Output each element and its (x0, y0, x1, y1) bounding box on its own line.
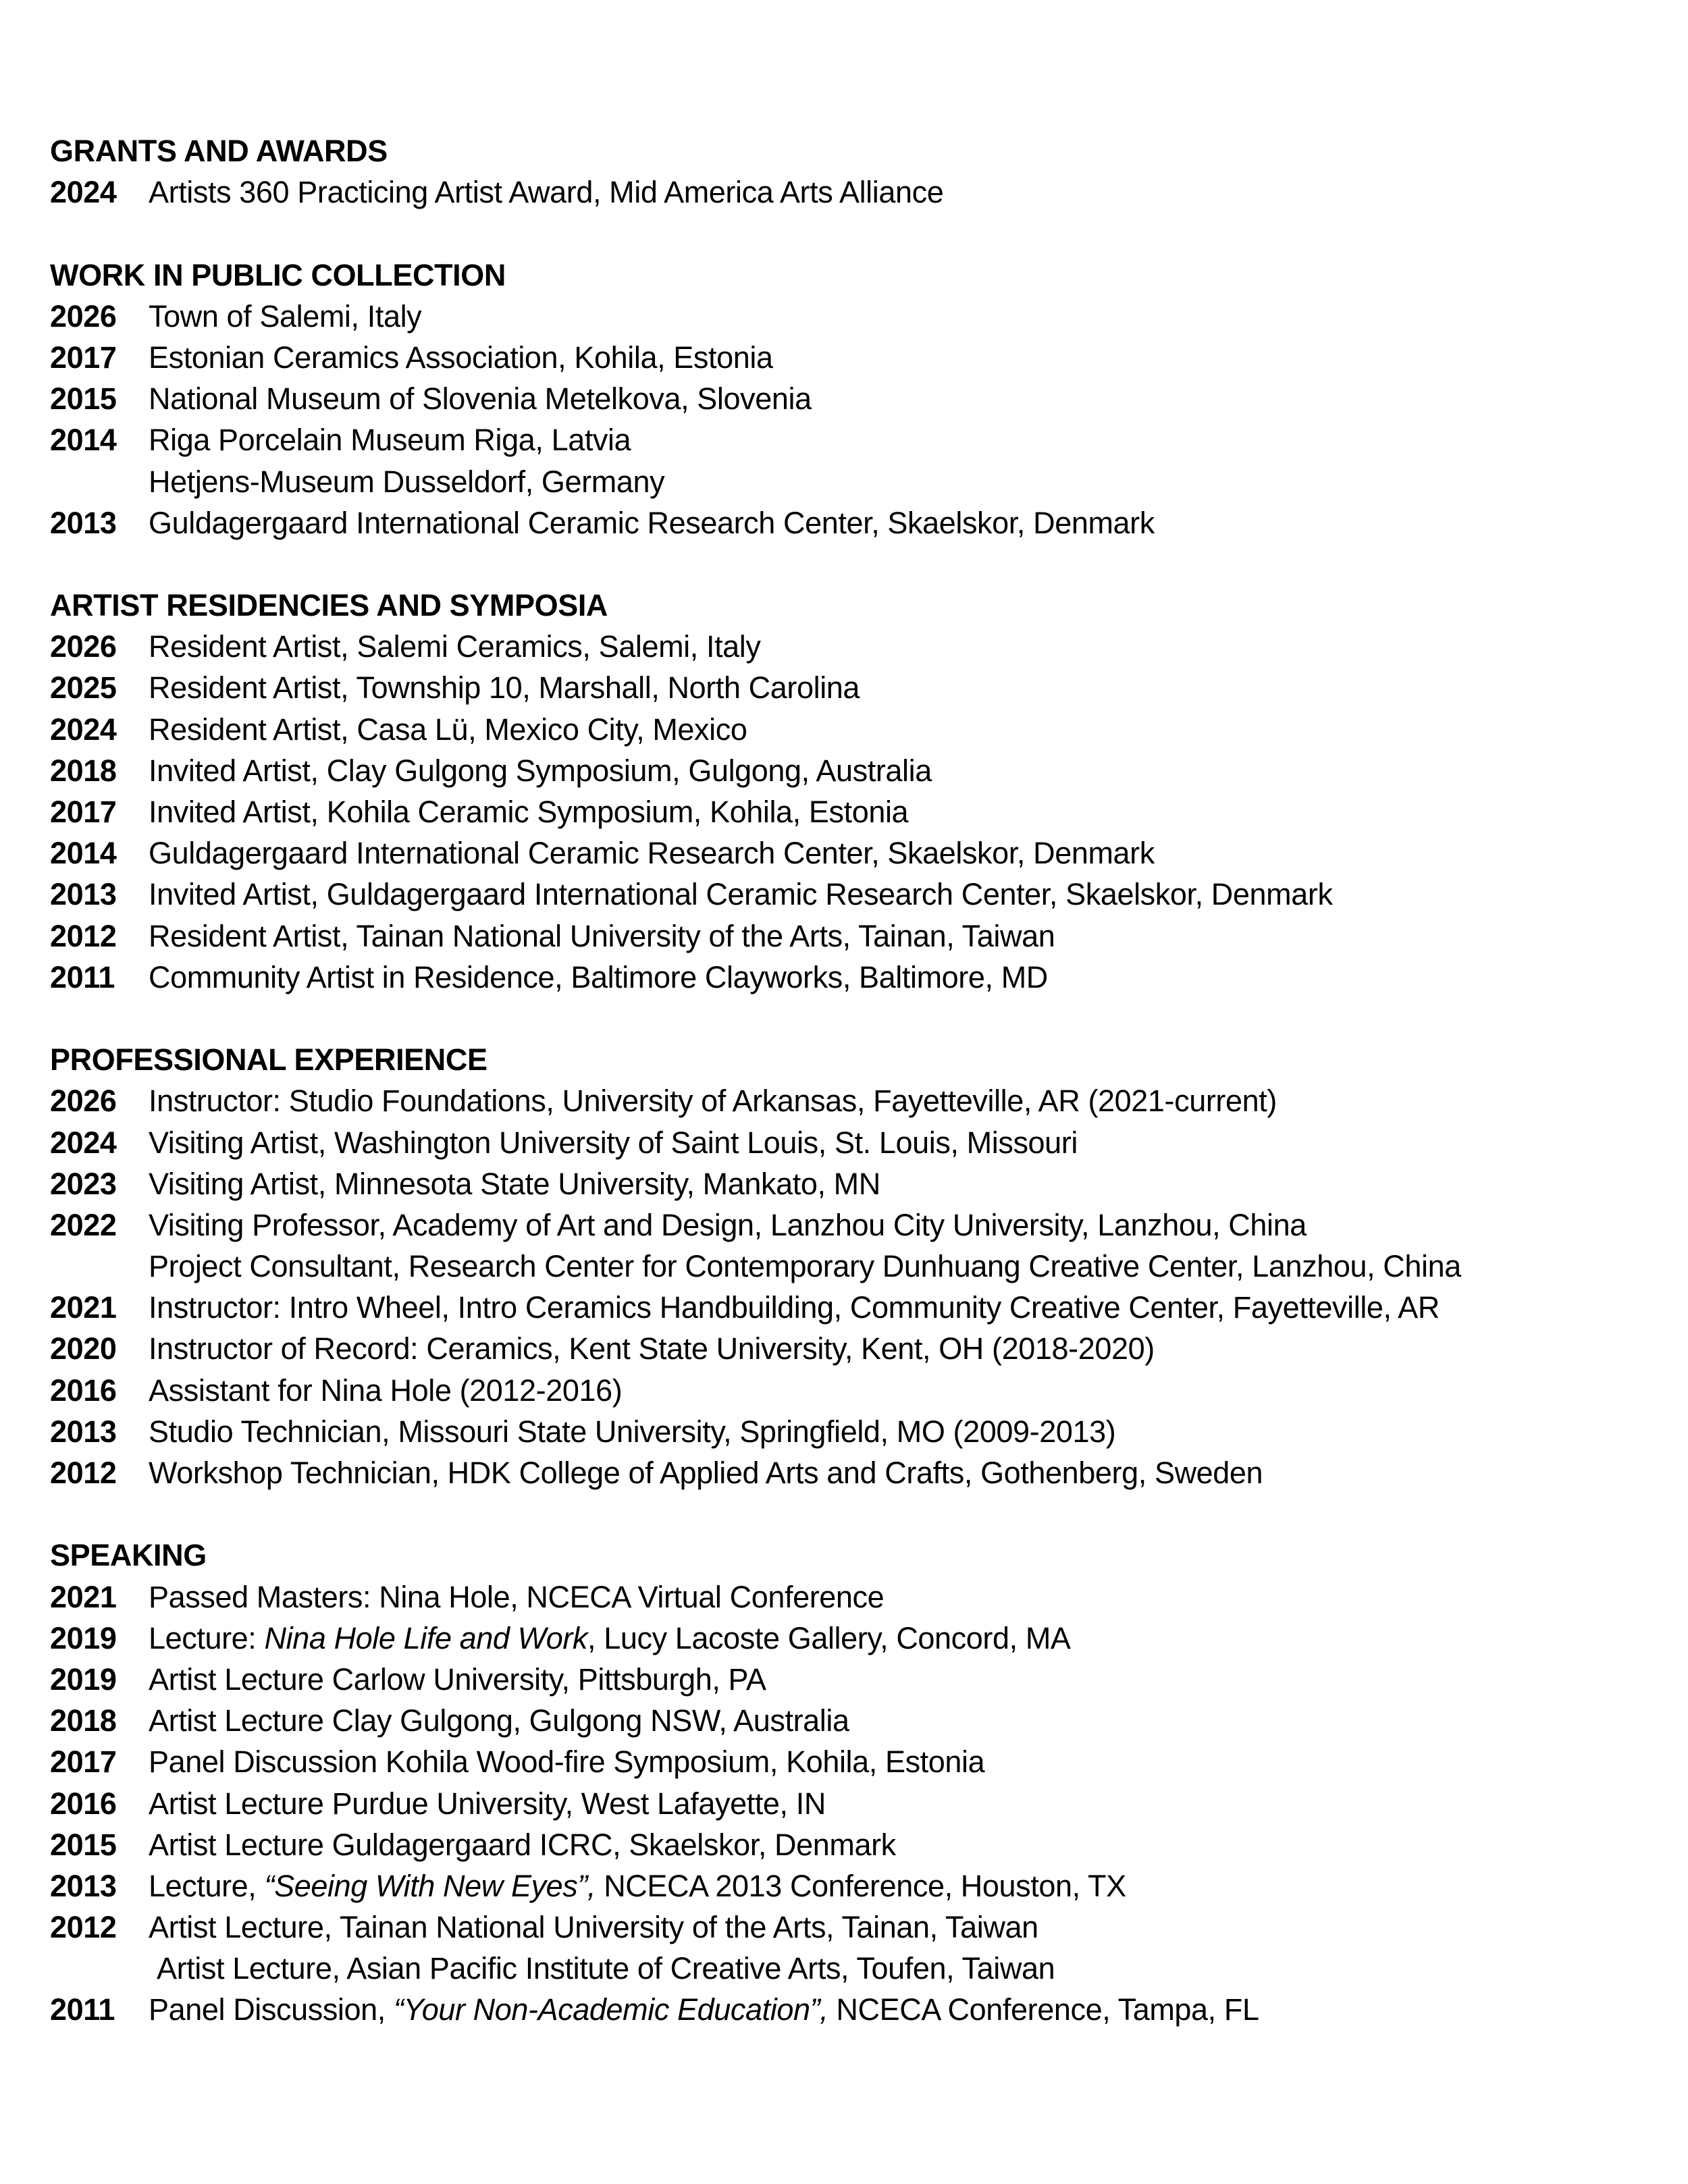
entry-description: Instructor of Record: Ceramics, Kent State University, Kent, OH (2018-2020) (149, 1331, 1155, 1366)
entry-text (149, 1783, 826, 1824)
entry-title-italic: Nina Hole Life and Work (264, 1620, 588, 1655)
entry-text (149, 1204, 1307, 1246)
entry-text (149, 874, 1333, 915)
entry-text (149, 1287, 1440, 1328)
entry-text (149, 1163, 880, 1204)
cv-entry (50, 1865, 1657, 1907)
entry-text (149, 750, 932, 791)
cv-entry (50, 502, 1657, 543)
entry-description: Panel Discussion Kohila Wood-fire Symposium, Kohila, Estonia (149, 1744, 985, 1780)
entry-year: 2013 (50, 1868, 117, 1903)
entry-description: Passed Masters: Nina Hole, NCECA Virtual Conference (149, 1579, 885, 1614)
section-spacer (50, 543, 1657, 585)
entry-year: 2013 (50, 1414, 117, 1449)
entry-description: Visiting Artist, Washington University of Saint Louis, St. Louis, Missouri (149, 1125, 1078, 1160)
entry-text (149, 419, 631, 460)
entry-year: 2019 (50, 1661, 117, 1697)
entry-description: Riga Porcelain Museum Riga, Latvia (149, 423, 631, 458)
entry-year: 2021 (50, 1290, 117, 1325)
cv-entry (50, 1783, 1657, 1824)
entry-year: 2024 (50, 175, 117, 210)
entry-description: Guldagergaard International Ceramic Research Center, Skaelskor, Denmark (149, 836, 1155, 871)
cv-entry (50, 1204, 1657, 1246)
entry-description: Assistant for Nina Hole (2012-2016) (149, 1373, 623, 1408)
entry-year: 2015 (50, 1827, 117, 1862)
entry-text (149, 337, 773, 378)
entry-year: 2020 (50, 1331, 117, 1366)
cv-entry (50, 1080, 1657, 1121)
entry-text (149, 502, 1155, 543)
entry-year: 2026 (50, 629, 117, 664)
cv-entry (50, 1948, 1657, 1989)
entry-description: Artists 360 Practicing Artist Award, Mid America Arts Alliance (149, 175, 944, 210)
entry-description: Visiting Artist, Minnesota State University, Mankato, MN (149, 1166, 880, 1201)
entry-year: 2024 (50, 712, 117, 747)
entry-description: Visiting Professor, Academy of Art and Design, Lanzhou City University, Lanzhou, China (149, 1207, 1307, 1242)
entry-text (149, 296, 421, 337)
entry-description: Invited Artist, Clay Gulgong Symposium, Gulgong, Australia (149, 753, 932, 788)
entry-text (149, 832, 1155, 874)
entry-description-rest: , Lucy Lacoste Gallery, Concord, MA (587, 1620, 1071, 1655)
entry-year: 2011 (50, 959, 115, 994)
cv-entry (50, 1989, 1657, 2030)
entry-description: Artist Lecture Guldagergaard ICRC, Skaelskor, Denmark (149, 1827, 896, 1862)
section-heading: WORK IN PUBLIC COLLECTION (50, 257, 506, 292)
entry-year: 2013 (50, 877, 117, 912)
entry-description: Resident Artist, Township 10, Marshall, North Carolina (149, 670, 860, 705)
entry-text (149, 1907, 1038, 1948)
entry-title-italic: “Your Non-Academic Education”, (393, 1992, 828, 2027)
cv-entry (50, 626, 1657, 667)
entry-year: 2021 (50, 1579, 117, 1614)
entry-description: Instructor: Intro Wheel, Intro Ceramics Handbuilding, Community Creative Center, Fayetteville, AR (149, 1290, 1440, 1325)
cv-section (50, 255, 1657, 585)
entry-description: Artist Lecture Carlow University, Pittsburgh, PA (149, 1661, 766, 1697)
entry-text (149, 957, 1048, 998)
entry-description: Lecture, (149, 1868, 265, 1903)
cv-section (50, 1039, 1657, 1535)
cv-entry (50, 832, 1657, 874)
entry-text (149, 1452, 1263, 1493)
entry-text (149, 1824, 896, 1865)
section-spacer (50, 213, 1657, 254)
entry-description: Artist Lecture, Asian Pacific Institute of Creative Arts, Toufen, Taiwan (157, 1951, 1055, 1986)
entry-year: 2014 (50, 423, 117, 458)
section-heading: ARTIST RESIDENCIES AND SYMPOSIA (50, 588, 608, 623)
cv-document (50, 130, 1657, 2072)
entry-year: 2012 (50, 918, 117, 953)
entry-text (149, 461, 664, 502)
entry-text (157, 1948, 1055, 1989)
entry-year: 2016 (50, 1786, 117, 1821)
entry-description: Resident Artist, Casa Lü, Mexico City, Mexico (149, 712, 747, 747)
entry-year: 2017 (50, 1744, 117, 1780)
entry-text (149, 1741, 984, 1782)
cv-entry (50, 1824, 1657, 1865)
cv-entry (50, 1370, 1657, 1411)
entry-description: Artist Lecture Purdue University, West Lafayette, IN (149, 1786, 826, 1821)
cv-entry (50, 957, 1657, 998)
entry-text (149, 378, 812, 419)
entry-description: Panel Discussion, (149, 1992, 394, 2027)
entry-description: Resident Artist, Salemi Ceramics, Salemi, Italy (149, 629, 761, 664)
section-spacer (50, 1493, 1657, 1535)
entry-description: Project Consultant, Research Center for Contemporary Dunhuang Creative Center, Lanzhou, China (149, 1249, 1461, 1284)
cv-entry (50, 419, 1657, 460)
cv-entry (50, 1700, 1657, 1741)
entry-description-rest: NCECA Conference, Tampa, FL (828, 1992, 1259, 2027)
cv-entry (50, 1411, 1657, 1452)
entry-title-italic: “Seeing With New Eyes”, (264, 1868, 596, 1903)
entry-text (149, 915, 1055, 957)
entry-year: 2019 (50, 1620, 117, 1655)
entry-description: National Museum of Slovenia Metelkova, Slovenia (149, 381, 812, 417)
entry-text (149, 1122, 1078, 1163)
entry-text (149, 791, 908, 832)
cv-entry (50, 791, 1657, 832)
entry-text (149, 171, 943, 213)
entry-description: Guldagergaard International Ceramic Research Center, Skaelskor, Denmark (149, 505, 1155, 540)
cv-entry (50, 1122, 1657, 1163)
cv-entry (50, 337, 1657, 378)
entry-text (149, 1080, 1277, 1121)
entry-year: 2017 (50, 340, 117, 375)
section-heading: GRANTS AND AWARDS (50, 134, 388, 168)
cv-entry (50, 1328, 1657, 1369)
entry-year: 2013 (50, 505, 117, 540)
cv-entry (50, 874, 1657, 915)
entry-description: Lecture: (149, 1620, 265, 1655)
entry-description: Workshop Technician, HDK College of Applied Arts and Crafts, Gothenberg, Sweden (149, 1456, 1263, 1490)
entry-year: 2012 (50, 1910, 117, 1945)
entry-text (149, 1576, 884, 1618)
entry-text (149, 709, 747, 750)
entry-text (149, 1370, 622, 1411)
entry-text (149, 667, 860, 708)
entry-year: 2014 (50, 836, 117, 871)
cv-entry (50, 378, 1657, 419)
entry-text (149, 1246, 1461, 1287)
entry-year: 2026 (50, 298, 117, 334)
entry-year: 2025 (50, 670, 117, 705)
entry-description: Artist Lecture, Tainan National University of the Arts, Tainan, Taiwan (149, 1910, 1038, 1945)
entry-year: 2024 (50, 1125, 117, 1160)
entry-description: Resident Artist, Tainan National University of the Arts, Tainan, Taiwan (149, 918, 1055, 953)
cv-entry (50, 915, 1657, 957)
cv-entry (50, 1287, 1657, 1328)
cv-section (50, 585, 1657, 1039)
entry-description: Hetjens-Museum Dusseldorf, Germany (149, 464, 665, 499)
entry-description: Estonian Ceramics Association, Kohila, Estonia (149, 340, 773, 375)
entry-year: 2015 (50, 381, 117, 417)
entry-description-rest: NCECA 2013 Conference, Houston, TX (596, 1868, 1126, 1903)
entry-text (149, 1618, 1071, 1659)
cv-entry (50, 1907, 1657, 1948)
cv-entry (50, 1741, 1657, 1782)
section-heading: SPEAKING (50, 1538, 207, 1573)
entry-text (149, 1411, 1115, 1452)
section-spacer (50, 998, 1657, 1039)
entry-description: Artist Lecture Clay Gulgong, Gulgong NSW, Australia (149, 1703, 849, 1738)
cv-entry (50, 1163, 1657, 1204)
cv-entry (50, 296, 1657, 337)
entry-year: 2018 (50, 1703, 117, 1738)
entry-description: Invited Artist, Guldagergaard International Ceramic Research Center, Skaelskor, Denmark (149, 877, 1333, 912)
cv-entry (50, 171, 1657, 213)
entry-text (149, 626, 761, 667)
cv-entry (50, 1659, 1657, 1700)
entry-description: Invited Artist, Kohila Ceramic Symposium, Kohila, Estonia (149, 795, 909, 829)
entry-text (149, 1700, 849, 1741)
entry-text (149, 1328, 1155, 1369)
entry-year: 2023 (50, 1166, 117, 1201)
entry-year: 2016 (50, 1373, 117, 1408)
cv-entry (50, 709, 1657, 750)
section-heading: PROFESSIONAL EXPERIENCE (50, 1042, 487, 1077)
entry-year: 2017 (50, 795, 117, 829)
cv-entry (50, 1246, 1657, 1287)
cv-entry (50, 1452, 1657, 1493)
cv-entry (50, 750, 1657, 791)
section-spacer (50, 2031, 1657, 2072)
cv-entry (50, 461, 1657, 502)
entry-description: Town of Salemi, Italy (149, 298, 422, 334)
entry-year: 2012 (50, 1456, 117, 1490)
entry-text (149, 1659, 766, 1700)
entry-text (149, 1989, 1259, 2030)
cv-entry (50, 1618, 1657, 1659)
entry-description: Instructor: Studio Foundations, University of Arkansas, Fayetteville, AR (2021-current) (149, 1084, 1277, 1119)
cv-entry (50, 667, 1657, 708)
entry-year: 2022 (50, 1207, 117, 1242)
entry-text (149, 1865, 1126, 1907)
entry-description: Community Artist in Residence, Baltimore Clayworks, Baltimore, MD (149, 959, 1048, 994)
cv-entry (50, 1576, 1657, 1618)
entry-description: Studio Technician, Missouri State University, Springfield, MO (2009-2013) (149, 1414, 1116, 1449)
cv-section (50, 1535, 1657, 2071)
entry-year: 2026 (50, 1084, 117, 1119)
entry-year: 2011 (50, 1992, 115, 2027)
cv-section (50, 130, 1657, 255)
entry-year: 2018 (50, 753, 117, 788)
